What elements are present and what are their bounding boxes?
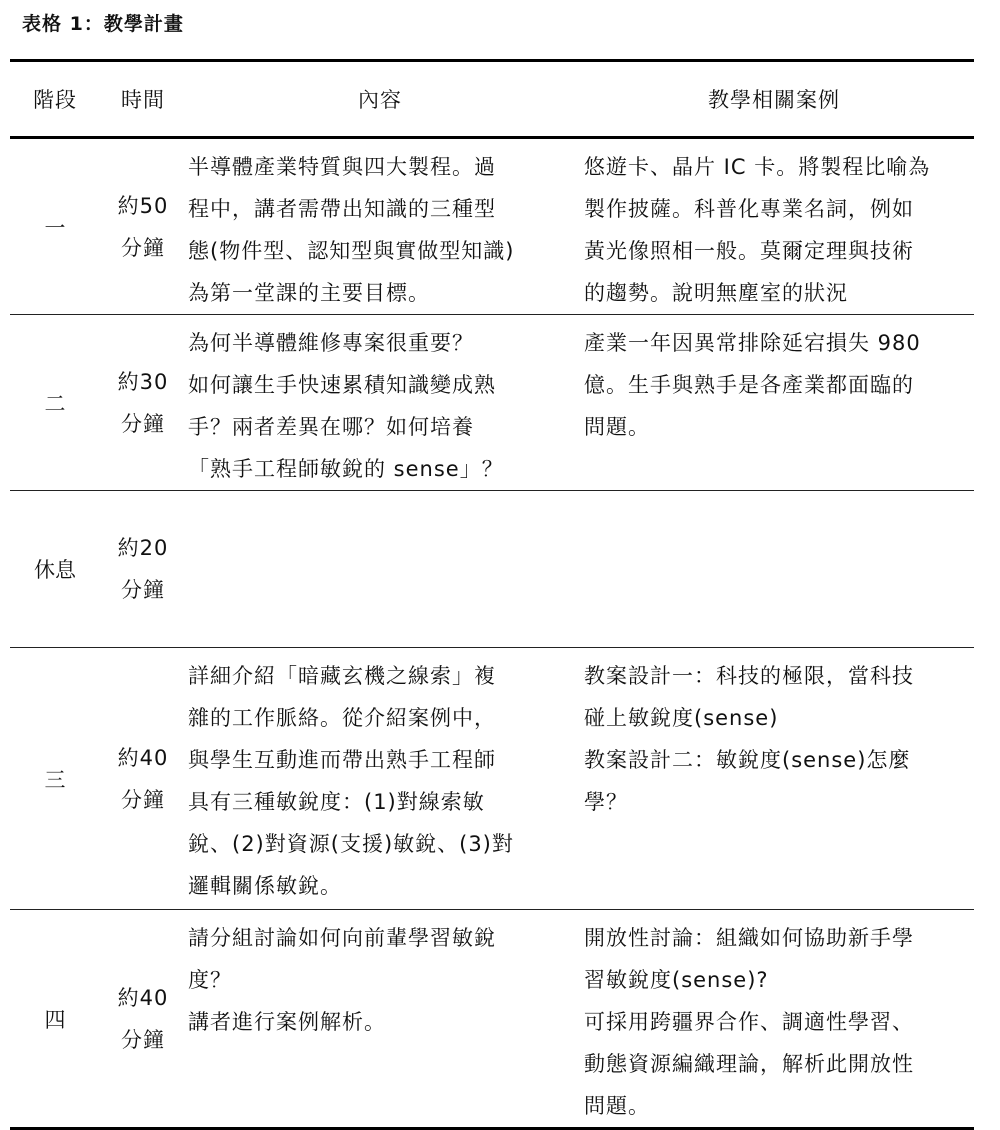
content-cell [186,138,574,315]
table-row [10,648,974,910]
time-cell: 約40 分鐘 [117,985,169,1052]
content-text: 半導體產業特質與四大製程。過 程中，講者需帶出知識的三種型 態(物件型、認知型與實做型知識) 為第一堂課的主要目標。 [188,155,515,305]
content-text: 詳細介紹「暗藏玄機之線索」複 雜的工作脈絡。從介紹案例中， 與學生互動進而帶出熟手工程師 具有三種敏銳度：(1)對線索敏 銳、(2)對資源(支援)敏銳、(3)對 邏輯關係敏銳。 [188,664,514,898]
cases-text: 開放性討論：組織如何協助新手學 習敏銳度(sense)? 可採用跨疆界合作、調適性學習、 動態資源編織理論，解析此開放性 問題。 [584,926,914,1118]
header-stage: 階段 [33,88,77,112]
stage-cell: 休息 [34,558,76,582]
cases-text: 教案設計一：科技的極限，當科技 碰上敏銳度(sense) 教案設計二：敏銳度(sense)怎麼 學？ [584,664,914,814]
cases-cell [574,138,974,315]
content-text: 為何半導體維修專案很重要？ 如何讓生手快速累積知識變成熟 手？兩者差異在哪？如何培養 「熟手工程師敏銳的 sense」？ [188,331,504,481]
cases-text: 產業一年因異常排除延宕損失 980 億。生手與熟手是各產業都面臨的 問題。 [584,331,921,439]
stage-cell: 四 [44,1007,66,1032]
stage-cell: 三 [44,767,66,792]
table-caption: 表格 1：教學計畫 [22,13,184,35]
time-cell: 約40 分鐘 [117,745,169,812]
content-text: 請分組討論如何向前輩學習敏銳 度？ 講者進行案例解析。 [188,926,496,1034]
cases-cell [574,491,974,648]
content-cell [186,910,574,1129]
teaching-plan-table [10,59,974,1130]
time-cell: 約50 分鐘 [117,193,169,260]
table-row [10,315,974,491]
cases-cell [574,315,974,491]
table-row [10,491,974,648]
table-row [10,138,974,315]
cases-cell [574,648,974,910]
table-row [10,910,974,1129]
content-cell [186,491,574,648]
content-cell [186,648,574,910]
content-cell [186,315,574,491]
cases-cell [574,910,974,1129]
header-time: 時間 [121,88,165,112]
time-cell: 約30 分鐘 [117,369,169,436]
stage-cell: 一 [44,215,66,240]
header-row [10,61,974,138]
stage-cell: 二 [44,391,66,416]
cases-text: 悠遊卡、晶片 IC 卡。將製程比喻為 製作披薩。科普化專業名詞，例如 黃光像照相一般。莫爾定理與技術 的趨勢。說明無塵室的狀況 [584,155,931,305]
header-content: 內容 [358,88,402,112]
header-cases: 教學相關案例 [708,88,840,112]
time-cell: 約20 分鐘 [117,536,169,602]
